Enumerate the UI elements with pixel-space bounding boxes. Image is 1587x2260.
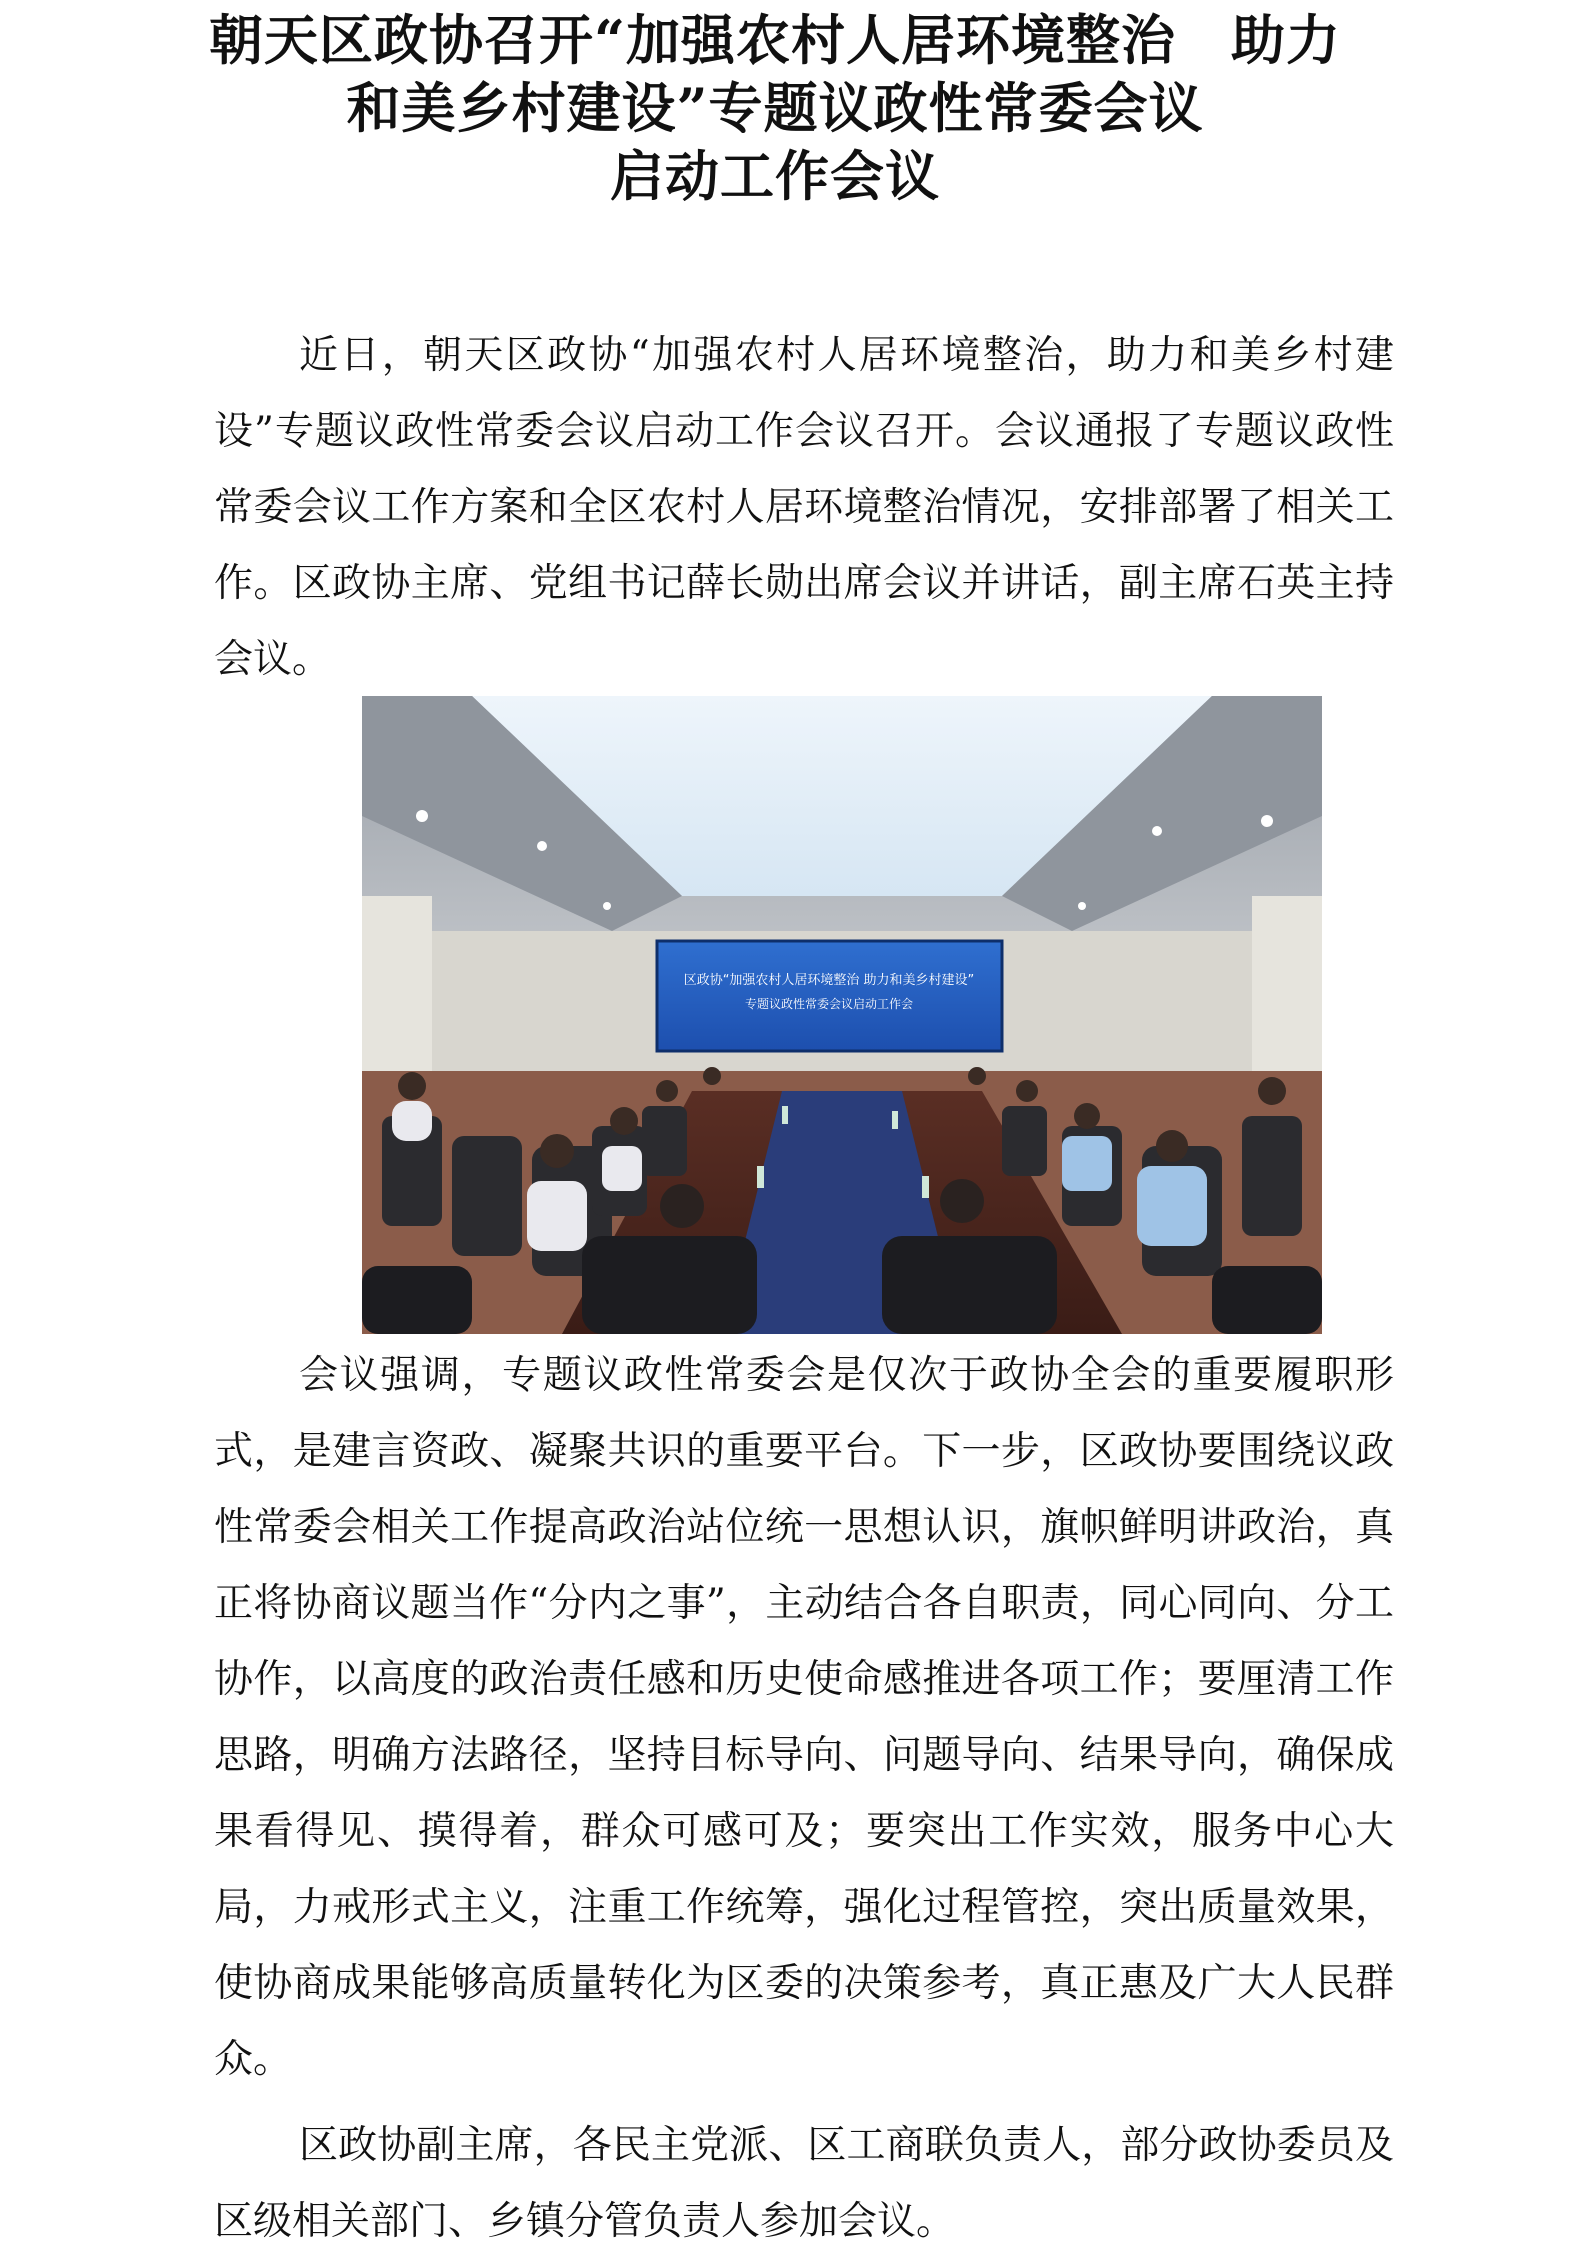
screen-caption-1: 区政协“加强农村人居环境整治 助力和美乡村建设” bbox=[683, 973, 975, 988]
paragraph-attendees: 区政协副主席，各民主党派、区工商联负责人，部分政协委员及区级相关部门、乡镇分管负责人参加会议。 bbox=[214, 2123, 1394, 2244]
meeting-photo bbox=[362, 696, 1322, 1334]
paragraph-emphasis: 会议强调，专题议政性常委会是仅次于政协全会的重要履职形式，是建言资政、凝聚共识的重要平台。下一步，区政协要围绕议政性常委会相关工作提高政治站位统一思想认识，旗帜鲜明讲政治，真正将协商议题当作“分内之事”，主动结合各自职责，同心同向、分工协作，以高度的政治责任感和历史使命感推进各项工作；要厘清工作思路，明确方法路径，坚持目标导向、问题导向、结果导向，确保成果看得见、摸得着，群众可感可及；要突出工作实效，服务中心大局，力戒形式主义，注重工作统筹，强化过程管控，突出质量效果，使协商成果能够高质量转化为区委的决策参考，真正惠及广大人民群众。 bbox=[214, 1353, 1394, 2082]
screen-caption-2: 专题议政性常委会议启动工作会 bbox=[744, 997, 914, 1011]
article-title bbox=[150, 6, 1400, 210]
title-line-3: 启动工作会议 bbox=[610, 144, 940, 208]
title-line-2: 和美乡村建设”专题议政性常委会议 bbox=[346, 76, 1204, 140]
paragraph-intro: 近日，朝天区政协“加强农村人居环境整治，助力和美乡村建设”专题议政性常委会议启动工作会议召开。会议通报了专题议政性常委会议工作方案和全区农村人居环境整治情况，安排部署了相关工作。区政协主席、党组书记薛长勋出席会议并讲话，副主席石英主持会议。 bbox=[214, 333, 1394, 682]
title-line-1: 朝天区政协召开“加强农村人居环境整治 助力 bbox=[208, 8, 1342, 72]
